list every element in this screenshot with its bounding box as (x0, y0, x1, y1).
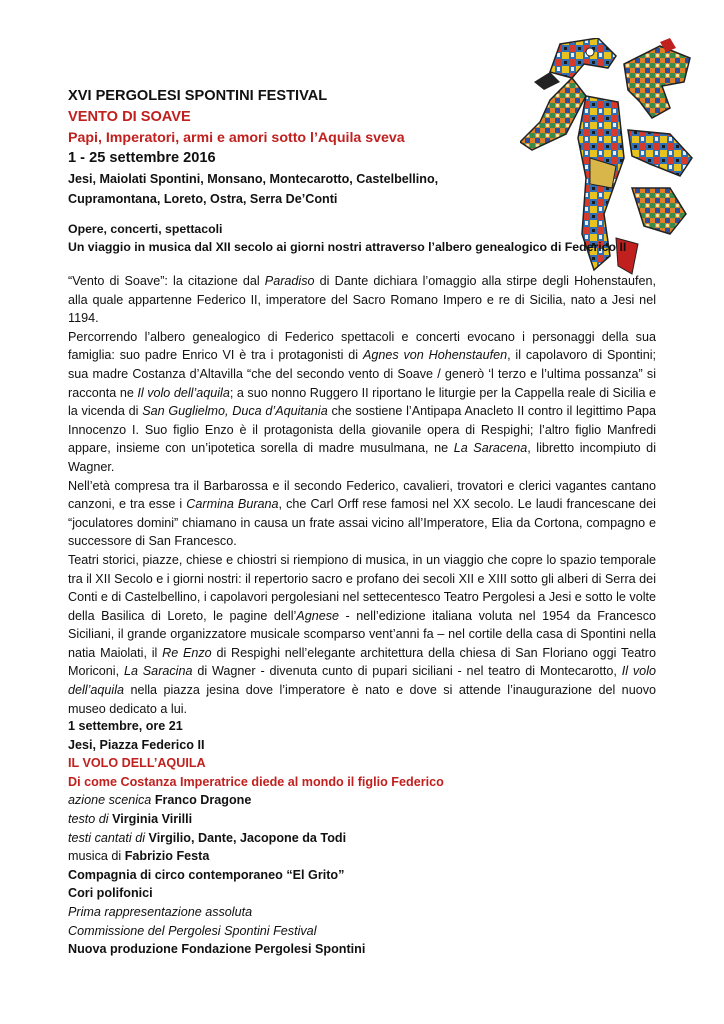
festival-title: VENTO DI SOAVE (68, 109, 191, 125)
choirs-line: Cori polifonici (68, 886, 153, 901)
paragraph: Teatri storici, piazze, chiese e chiostri si riempiono di musica, in un viaggio che copre lo spazio temporale tra il XII Secolo e i giorni nostri: il repertorio sacro e profano dei secoli XII e XIII sotto gli alberi di Serra dei Conti e di Castelbellino, i capolavori pergolesiani nel settecentesco Teatro Pergolesi a Jesi e sotto le volte della Basilica di Loreto, le pagine dell’Agnese - nell’edizione italiana voluta nel 1954 da Francesco Siciliani, il grande organizzatore musicale scomparso vent’anni fa – nel cortile della casa di Spontini nella natia Maiolati, il Re Enzo di Respighi nell’elegante architettura della chiesa di San Floriano oggi Teatro Moriconi, La Saracina di Wagner - divenuta cunto di pupari siciliani - nel teatro di Montecarotto, Il volo dell’aquila nella piazza jesina dove l’imperatore è nato e dove si attende l’inaugurazione del nuovo museo dedicato a lui. (68, 552, 657, 716)
venues-line-2: Cupramontana, Loreto, Ostra, Serra De’Conti (68, 192, 338, 206)
category-line: Opere, concerti, spettacoli (68, 222, 223, 236)
credit-line: azione scenica Franco Dragone (68, 793, 252, 808)
paragraph: “Vento di Soave”: la citazione dal Paradiso di Dante dichiara l’omaggio alla stirpe degli Hohenstaufen, alla quale appartenne Federico II, imperatore del Sacro Romano Impero e re di Sicilia, nato a Jesi nel 1194. (68, 274, 657, 326)
commission-line: Commissione del Pergolesi Spontini Festival (68, 923, 317, 938)
tagline: Un viaggio in musica dal XII secolo ai giorni nostri attraverso l’albero genealogico di Federico II (68, 240, 627, 254)
header-block (68, 86, 508, 209)
body-text (68, 272, 656, 718)
credit-line: testi cantati di Virgilio, Dante, Jacopone da Todi (68, 830, 347, 845)
festival-dates: 1 - 25 settembre 2016 (68, 150, 216, 166)
company-line: Compagnia di circo contemporaneo “El Grito” (68, 867, 345, 882)
event-title: IL VOLO DELL’AQUILA (68, 756, 206, 771)
credit-line: testo di Virginia Virilli (68, 811, 193, 826)
event-place: Jesi, Piazza Federico II (68, 737, 205, 752)
event-date: 1 settembre, ore 21 (68, 719, 183, 733)
event-subtitle: Di come Costanza Imperatrice diede al mondo il figlio Federico (68, 774, 444, 789)
paragraph: Nell’età compresa tra il Barbarossa e il secondo Federico, cavalieri, trovatori e clerici vagantes cantano canzoni, e tra esse i Carmina Burana, che Carl Orff rese famosi nel XX secolo. Le laudi francescane dei “joculatores domini” chiamano in causa un frate assai vicino all’Imperatore, Elia da Cortona, compagno e successore di San Francesco. (68, 478, 656, 549)
festival-subtitle: Papi, Imperatori, armi e amori sotto l’Aquila sveva (68, 130, 405, 146)
festival-name: XVI PERGOLESI SPONTINI FESTIVAL (68, 88, 328, 104)
production-line: Nuova produzione Fondazione Pergolesi Spontini (68, 942, 366, 957)
credit-line: musica di Fabrizio Festa (68, 849, 210, 864)
intro-block (68, 220, 668, 256)
event-block (68, 717, 628, 959)
premiere-line: Prima rappresentazione assoluta (68, 904, 253, 919)
paragraph: Percorrendo l’albero genealogico di Federico spettacoli e concerti evocano i personaggi della sua famiglia: suo padre Enrico VI è tra i protagonisti di Agnes von Hohenstaufen, il capolavoro di Spontini; sua madre Costanza d’Altavilla “che del secondo vento di Soave / generò ‘l terzo e l’ultima possanza” si racconta ne Il volo dell’aquila; a suo nonno Ruggero II riportano le liturgie per la Cappella reale di Sicilia e la vicenda di San Guglielmo, Duca d’Aquitania che sostiene l’Antipapa Anacleto II contro il legittimo Papa Innocenzo I. Suo figlio Enzo è il protagonista della giovanile opera di Respighi; l’altro figlio Manfredi appare, insieme con un’ipotetica sorella di madre musulmana, ne La Saracena, libretto incompiuto di Wagner. (68, 329, 657, 474)
venues-line-1: Jesi, Maiolati Spontini, Monsano, Montecarotto, Castelbellino, (68, 172, 439, 186)
